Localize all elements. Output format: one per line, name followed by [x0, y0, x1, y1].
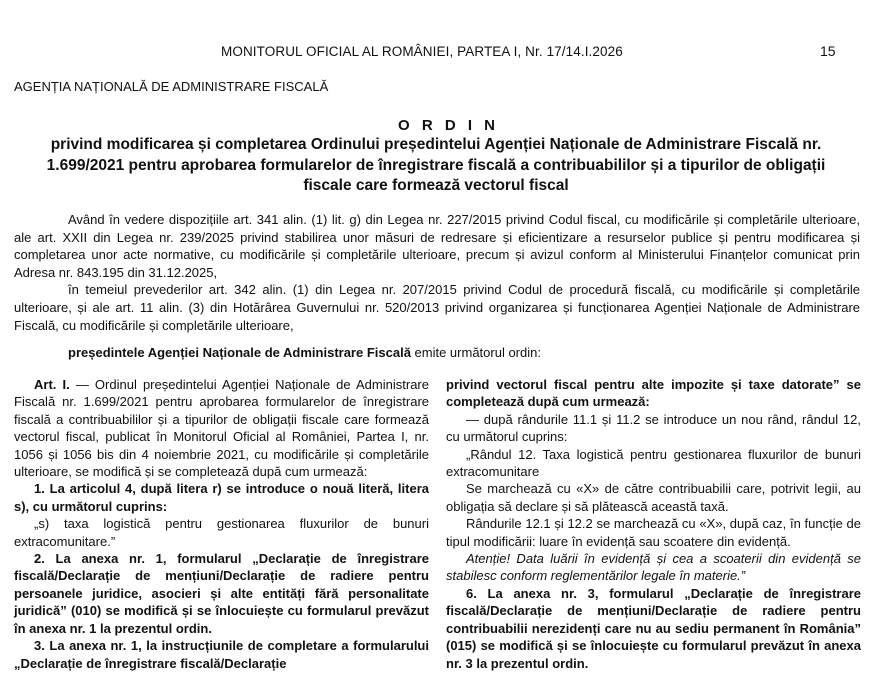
page-number: 15: [820, 43, 836, 59]
insertion-instruction: — după rândurile 11.1 și 11.2 se introduce un nou rând, rândul 12, cu următorul cuprins:: [446, 411, 861, 445]
article-1-label: Art. I.: [34, 377, 70, 392]
item-1-quote: „s) taxa logistică pentru gestionarea fluxurilor de bunuri extracomunitare.”: [14, 516, 429, 549]
row-12-marking: Se marchează cu «X» de către contribuabilii care, potrivit legii, au obligația să declare și să plătească această taxă.: [446, 481, 861, 514]
document-type-title: O R D I N: [398, 117, 500, 134]
emit-text: emite următorul ordin:: [410, 345, 541, 360]
preamble: [14, 211, 860, 334]
right-column: [446, 376, 861, 672]
row-12-subrows: Rândurile 12.1 și 12.2 se marchează cu «X», după caz, în funcție de tipul modificării: luare în evidență sau scoatere din evidență.: [446, 516, 861, 549]
emitting-clause: [68, 345, 541, 360]
row-12-heading: „Rândul 12. Taxa logistică pentru gestionarea fluxurilor de bunuri extracomunitare: [446, 446, 861, 480]
issuing-agency: AGENȚIA NAȚIONALĂ DE ADMINISTRARE FISCALĂ: [14, 79, 329, 94]
page-header: [0, 44, 872, 64]
attention-note: Atenție! Data luării în evidență și cea a scoaterii din evidență se stabilesc conform reglementărilor legale în materie.”: [446, 551, 861, 584]
emitter-name: președintele Agenției Naționale de Administrare Fiscală: [68, 345, 411, 360]
continued-text: privind vectorul fiscal pentru alte impozite și taxe datorate” se completează după cum urmează:: [446, 377, 861, 410]
article-1-text: — Ordinul președintelui Agenției Naționale de Administrare Fiscală nr. 1.699/2021 pentru aprobarea formularelor de înregistrare fiscală a contribuabililor și a tipurilor de obligații fiscale care formează vectorul fiscal, publicat în Monitorul Oficial al României, Partea I, nr. 1056 și 1056 bis din 4 noiembrie 2021, cu modificările și completările ulterioare, se modifică și se completează după cum urmează:: [14, 377, 429, 480]
document-subtitle: privind modificarea și completarea Ordinului președintelui Agenției Naționale de Administrare Fiscală nr. 1.699/2021 pentru aprobarea formularelor de înregistrare fiscală a contribuabililor și a tipurilor de obligații fiscale care formează vectorul fiscal: [46, 136, 826, 194]
preamble-paragraph-2: în temeiul prevederilor art. 342 alin. (1) din Legea nr. 207/2015 privind Codul de procedură fiscală, cu modificările și completările ulterioare, și ale art. 11 alin. (3) din Hotărârea Guvernului nr. 520/2013 privind organizarea și funcționarea Agenției Naționale de Administrare Fiscală, cu modificările și completările ulterioare,: [14, 282, 860, 333]
item-2: 2. La anexa nr. 1, formularul „Declarație de înregistrare fiscală/Declarație de mențiuni/Declarație de radiere pentru persoanele juridice, asocieri și alte entități fără personalitate juridică” (010) se modifică și se înlocuiește cu formularul prevăzut în anexa nr. 1 la prezentul ordin.: [14, 551, 429, 636]
preamble-paragraph-1: Având în vedere dispozițiile art. 341 alin. (1) lit. g) din Legea nr. 227/2015 privind Codul fiscal, cu modificările și completările ulterioare, ale art. XXII din Legea nr. 239/2025 privind stabilirea unor măsuri de redresare și eficientizare a resurselor publice și pentru modificarea și completarea unor acte normative, cu modificările și completările ulterioare, precum și avizul conform al Ministerului Finanțelor comunicat prin Adresa nr. 843.195 din 31.12.2025,: [14, 212, 860, 280]
article-1: [14, 376, 429, 480]
publication-title: MONITORUL OFICIAL AL ROMÂNIEI, PARTEA I, Nr. 17/14.I.2026: [221, 44, 623, 59]
left-column: [14, 376, 429, 672]
item-3: 3. La anexa nr. 1, la instrucțiunile de completare a formularului „Declarație de înregistrare fiscală/Declarație: [14, 638, 429, 671]
item-1: 1. La articolul 4, după litera r) se introduce o nouă literă, litera s), cu următorul cuprins:: [14, 481, 429, 514]
item-6: 6. La anexa nr. 3, formularul „Declarație de înregistrare fiscală/Declarație de mențiuni/Declarație de radiere pentru contribuabilii nerezidenți care nu au sediu permanent în România” (015) se modifică și se înlocuiește cu formularul prevăzut în anexa nr. 3 la prezentul ordin.: [446, 585, 861, 671]
